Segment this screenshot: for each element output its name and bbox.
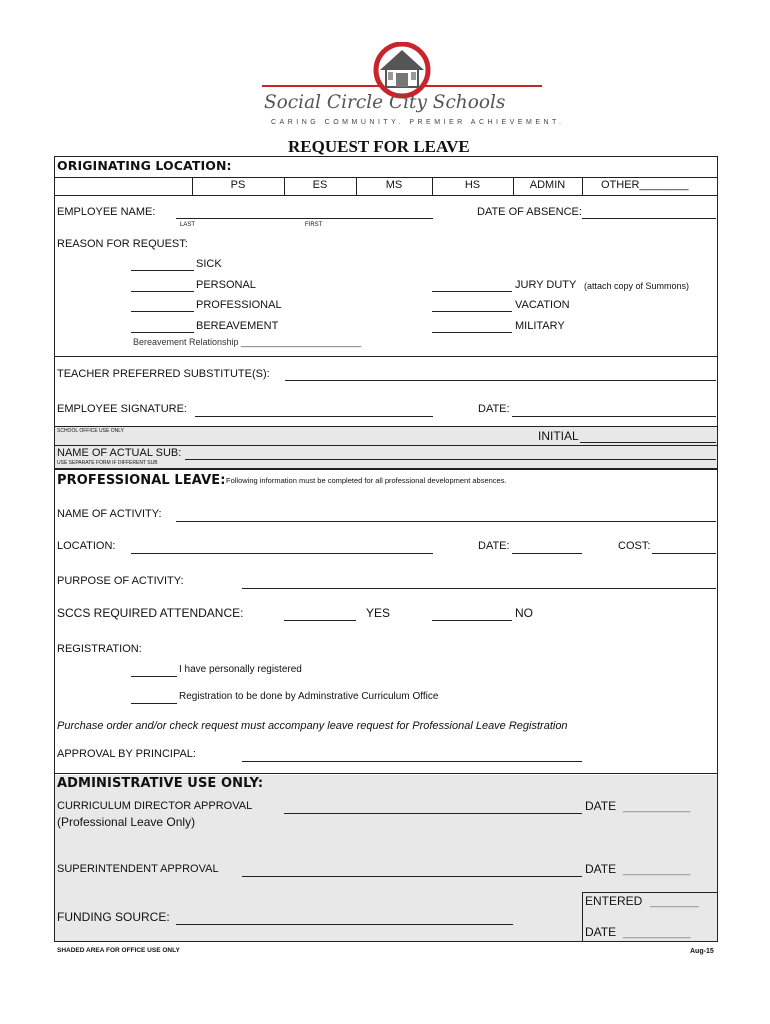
curriculum-approval-field[interactable] xyxy=(284,813,582,814)
initial-field[interactable] xyxy=(580,442,716,443)
first-name-caption: FIRST xyxy=(305,222,323,228)
location-field[interactable] xyxy=(131,553,433,554)
jury-note: (attach copy of Summons) xyxy=(584,281,690,291)
registration-self-option: I have personally registered xyxy=(179,664,302,675)
attendance-yes-label: YES xyxy=(366,606,391,620)
registration-self-line[interactable] xyxy=(131,676,177,677)
funding-source-field[interactable] xyxy=(176,924,513,925)
logo-tagline: CARING COMMUNITY. PREMIER ACHIEVEMENT. xyxy=(271,119,565,126)
attendance-no-line[interactable] xyxy=(432,620,512,621)
entered-date-field[interactable]: ___________ xyxy=(623,927,691,939)
professional-leave-heading: PROFESSIONAL LEAVE: xyxy=(57,473,226,488)
separate-form-note: USE SEPARATE FORM IF DIFFERENT SUB xyxy=(57,460,158,466)
date-of-absence-field[interactable] xyxy=(582,218,716,219)
curriculum-approval-sub: (Professional Leave Only) xyxy=(57,815,196,829)
superintendent-approval-label: SUPERINTENDENT APPROVAL xyxy=(57,863,219,875)
initial-label: INITIAL xyxy=(538,429,579,443)
curriculum-date-label: DATE xyxy=(585,799,617,813)
employee-name-label: EMPLOYEE NAME: xyxy=(57,206,156,218)
reason-heading: REASON FOR REQUEST: xyxy=(57,238,188,250)
entered-field[interactable]: ________ xyxy=(650,896,699,908)
curriculum-date-field[interactable]: ___________ xyxy=(623,801,691,813)
purchase-order-note: Purchase order and/or check request must accompany leave request for Professional Leave Registration xyxy=(57,720,568,732)
superintendent-date-field[interactable]: ___________ xyxy=(623,864,691,876)
registration-office-option: Registration to be done by Adminstrative Curriculum Office xyxy=(179,691,439,702)
actual-sub-field[interactable] xyxy=(185,459,716,460)
form-title: REQUEST FOR LEAVE xyxy=(288,137,470,156)
attendance-no-label: NO xyxy=(515,606,533,620)
purpose-label: PURPOSE OF ACTIVITY: xyxy=(57,575,184,587)
location-admin[interactable]: ADMIN xyxy=(529,179,566,191)
sick-check-line[interactable] xyxy=(131,270,194,271)
principal-approval-label: APPROVAL BY PRINCIPAL: xyxy=(57,748,196,760)
required-attendance-label: SCCS REQUIRED ATTENDANCE: xyxy=(57,606,244,620)
military-check-line[interactable] xyxy=(432,332,512,333)
reason-jury-duty: JURY DUTY xyxy=(515,279,577,291)
reason-vacation: VACATION xyxy=(515,299,570,311)
personal-check-line[interactable] xyxy=(131,291,194,292)
form-version: Aug-15 xyxy=(690,948,714,955)
cost-field[interactable] xyxy=(652,553,716,554)
signature-date-field[interactable] xyxy=(512,416,716,417)
reason-sick: SICK xyxy=(196,258,222,270)
logo xyxy=(262,42,565,132)
bereavement-check-line[interactable] xyxy=(131,332,194,333)
principal-approval-field[interactable] xyxy=(242,761,582,762)
logo-title: Social Circle City Schools xyxy=(264,92,506,113)
activity-date-label: DATE: xyxy=(478,540,510,552)
last-name-caption: LAST xyxy=(180,222,196,228)
curriculum-approval-label: CURRICULUM DIRECTOR APPROVAL xyxy=(57,800,253,812)
location-es[interactable]: ES xyxy=(312,179,328,191)
activity-name-field[interactable] xyxy=(176,521,716,522)
superintendent-approval-field[interactable] xyxy=(242,876,582,877)
reason-personal: PERSONAL xyxy=(196,279,256,291)
entered-label: ENTERED xyxy=(585,894,643,908)
employee-name-field[interactable] xyxy=(176,218,433,219)
superintendent-date-label: DATE xyxy=(585,862,617,876)
employee-signature-field[interactable] xyxy=(195,416,433,417)
preferred-substitute-field[interactable] xyxy=(285,380,716,381)
registration-label: REGISTRATION: xyxy=(57,643,142,655)
shaded-area-note: SHADED AREA FOR OFFICE USE ONLY xyxy=(57,947,180,954)
funding-source-label: FUNDING SOURCE: xyxy=(57,910,170,924)
location-hs[interactable]: HS xyxy=(464,179,481,191)
bereavement-relationship[interactable]: Bereavement Relationship ________________________ xyxy=(133,337,362,347)
location-label: LOCATION: xyxy=(57,540,116,552)
professional-check-line[interactable] xyxy=(131,311,194,312)
location-ms[interactable]: MS xyxy=(385,179,403,191)
actual-sub-label: NAME OF ACTUAL SUB: xyxy=(57,447,182,459)
top-section-frame xyxy=(54,156,718,469)
purpose-field[interactable] xyxy=(242,588,716,589)
reason-military: MILITARY xyxy=(515,320,565,332)
attendance-yes-line[interactable] xyxy=(284,620,356,621)
employee-signature-label: EMPLOYEE SIGNATURE: xyxy=(57,403,187,415)
location-other[interactable]: OTHER________ xyxy=(601,179,689,191)
entered-date-label: DATE xyxy=(585,925,617,939)
preferred-substitute-label: TEACHER PREFERRED SUBSTITUTE(S): xyxy=(57,368,270,380)
reason-professional: PROFESSIONAL xyxy=(196,299,282,311)
professional-leave-note: Following information must be completed for all professional development absences. xyxy=(226,476,507,485)
activity-date-field[interactable] xyxy=(512,553,582,554)
originating-location-heading: ORIGINATING LOCATION: xyxy=(57,158,232,173)
admin-heading: ADMINISTRATIVE USE ONLY: xyxy=(57,776,264,791)
signature-date-label: DATE: xyxy=(478,403,510,415)
school-office-use-note: SCHOOL OFFICE USE ONLY xyxy=(57,428,124,434)
registration-office-line[interactable] xyxy=(131,703,177,704)
location-ps[interactable]: PS xyxy=(230,179,246,191)
date-of-absence-label: DATE OF ABSENCE: xyxy=(477,206,582,218)
cost-label: COST: xyxy=(618,540,651,552)
jury-check-line[interactable] xyxy=(432,291,512,292)
vacation-check-line[interactable] xyxy=(432,311,512,312)
reason-bereavement: BEREAVEMENT xyxy=(196,320,279,332)
activity-name-label: NAME OF ACTIVITY: xyxy=(57,508,162,520)
